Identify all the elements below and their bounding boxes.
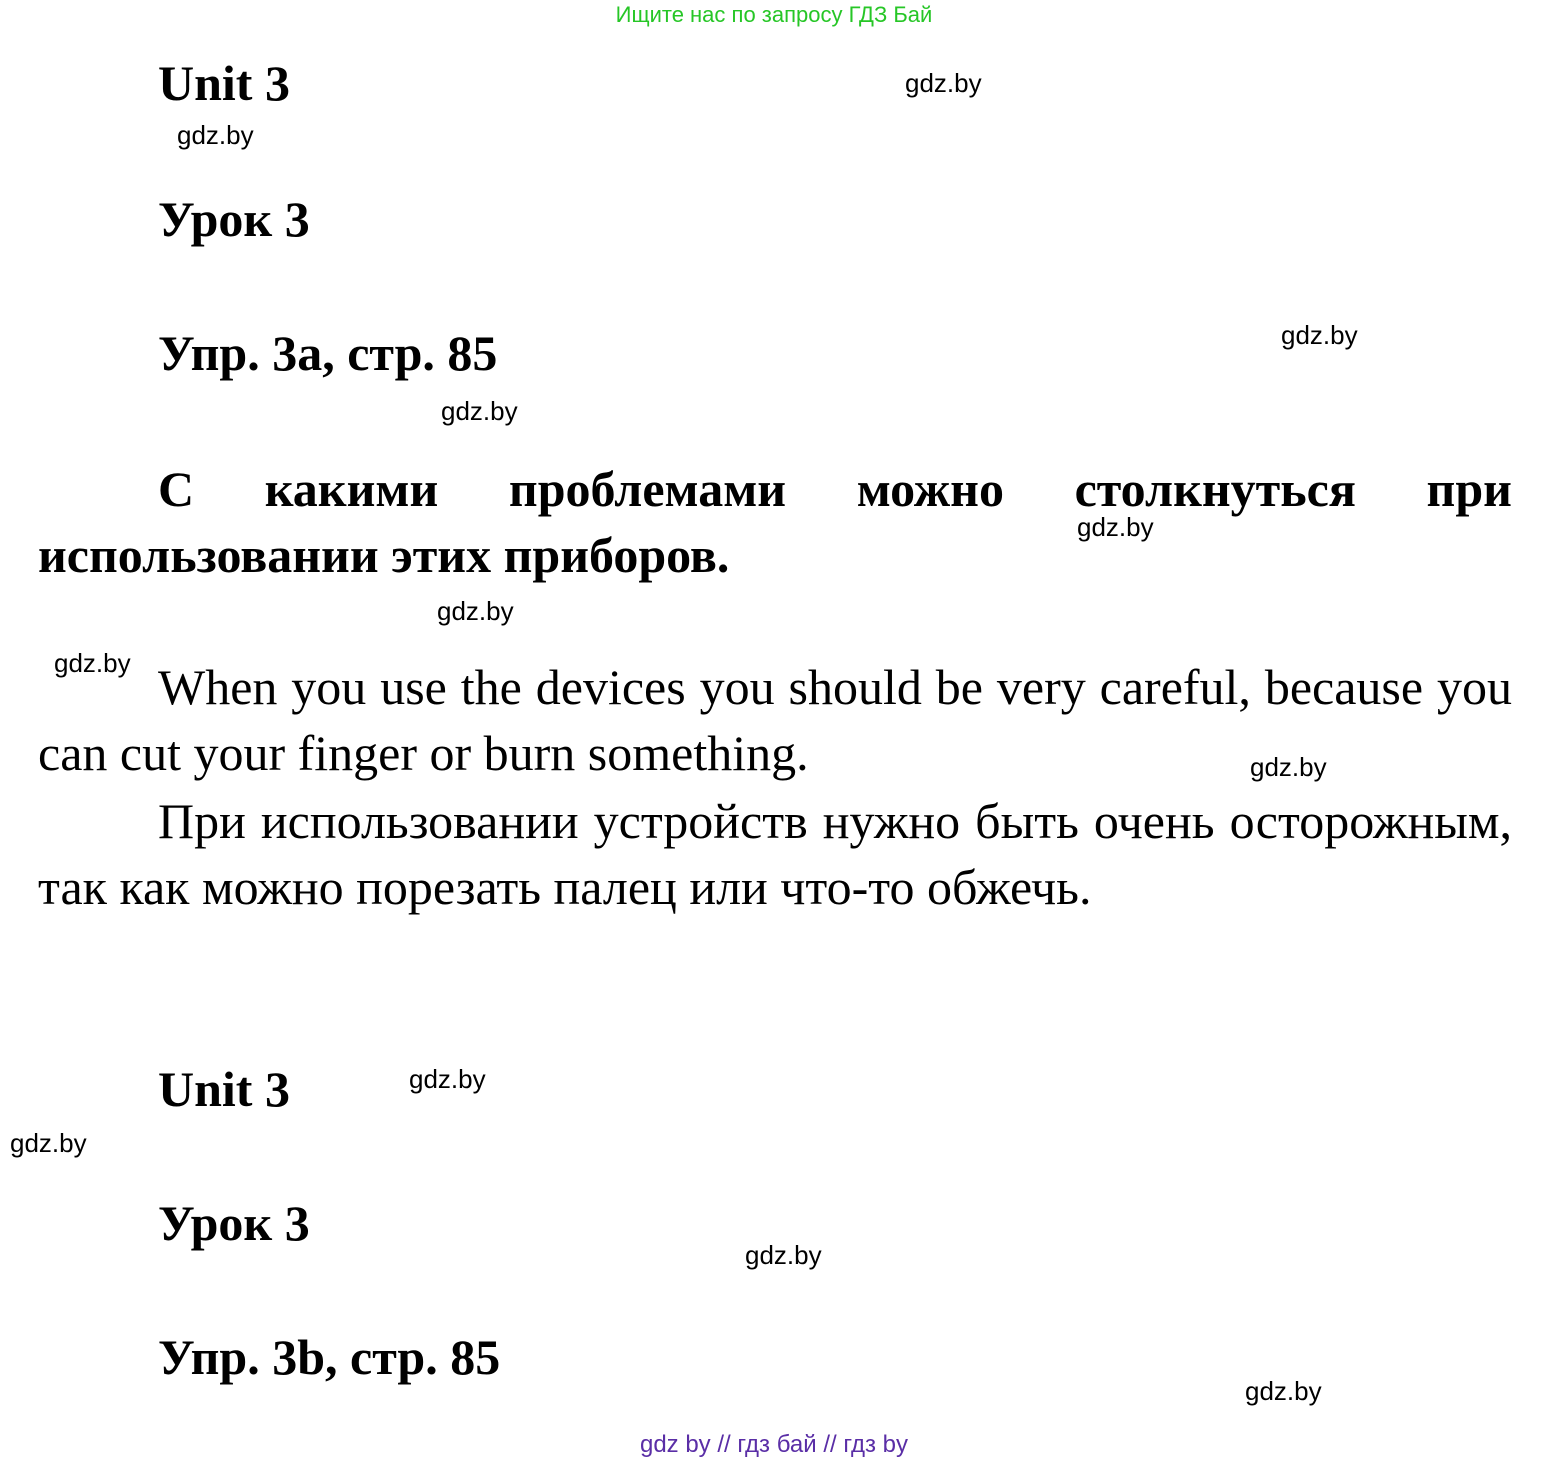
watermark: gdz.by (441, 396, 518, 426)
watermark: gdz.by (1281, 320, 1358, 350)
watermark: gdz.by (177, 120, 254, 150)
footer-links: gdz by // гдз бай // гдз by (639, 1431, 909, 1458)
watermark: gdz.by (1077, 512, 1154, 542)
watermark: gdz.by (745, 1240, 822, 1270)
watermark: gdz.by (1245, 1376, 1322, 1406)
lesson-heading-2: Урок 3 (158, 1195, 310, 1251)
answer-english: When you use the devices you should be very careful, because you can cut your finger or burn something. (38, 659, 1512, 781)
watermark: gdz.by (1250, 752, 1327, 782)
unit-heading-2: Unit 3 (158, 1061, 290, 1117)
watermark: gdz.by (409, 1064, 486, 1094)
lesson-heading: Урок 3 (158, 191, 310, 247)
top-banner: Ищите нас по запросу ГДЗ Бай (615, 2, 933, 27)
answer-russian: При использовании устройств нужно быть очень осторожным, так как можно порезать палец или что-то обжечь. (38, 793, 1512, 915)
watermark: gdz.by (437, 596, 514, 626)
question-text: С какими проблемами можно столкнуться при использовании этих приборов. (38, 461, 1512, 583)
exercise-heading-2: Упр. 3b, стр. 85 (158, 1329, 501, 1385)
watermark: gdz.by (905, 68, 982, 98)
watermark: gdz.by (10, 1128, 87, 1158)
exercise-heading: Упр. 3а, стр. 85 (158, 325, 498, 381)
watermark: gdz.by (54, 648, 131, 678)
unit-heading: Unit 3 (158, 55, 290, 111)
